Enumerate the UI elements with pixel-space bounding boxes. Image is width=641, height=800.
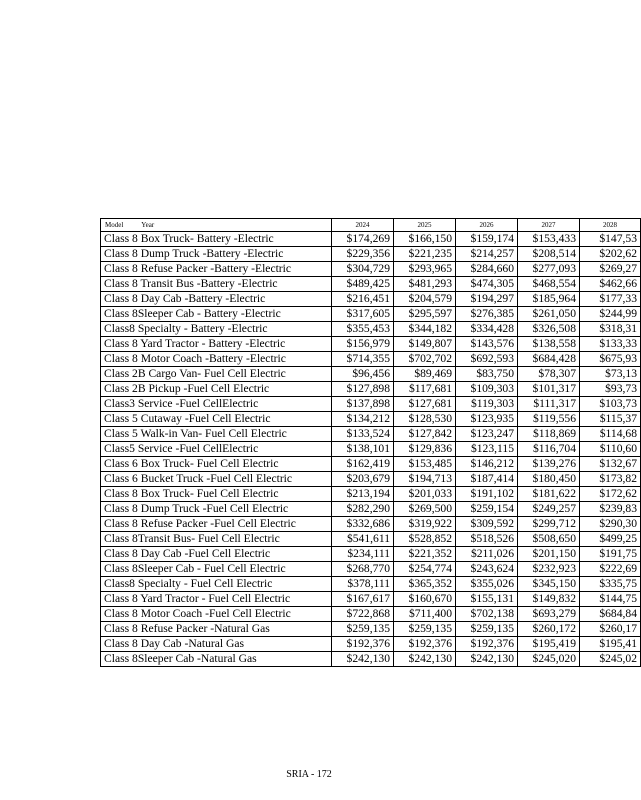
cost-cell: $216,451 bbox=[332, 292, 394, 307]
cost-cell: $499,25 bbox=[580, 532, 641, 547]
year-header: 2025 bbox=[394, 219, 456, 232]
cost-cell: $276,385 bbox=[456, 307, 518, 322]
cost-cell: $684,84 bbox=[580, 607, 641, 622]
vehicle-type-cell: Class 8 Day Cab -Natural Gas bbox=[101, 637, 332, 652]
cost-cell: $468,554 bbox=[518, 277, 580, 292]
cost-cell: $345,150 bbox=[518, 577, 580, 592]
cost-cell: $117,681 bbox=[394, 382, 456, 397]
cost-cell: $335,75 bbox=[580, 577, 641, 592]
cost-cell: $260,172 bbox=[518, 622, 580, 637]
vehicle-type-cell: Class 2B Pickup -Fuel Cell Electric bbox=[101, 382, 332, 397]
cost-cell: $304,729 bbox=[332, 262, 394, 277]
cost-cell: $128,530 bbox=[394, 412, 456, 427]
table-row bbox=[101, 577, 641, 592]
vehicle-type-cell: Class 8 Dump Truck -Fuel Cell Electric bbox=[101, 502, 332, 517]
table-row bbox=[101, 517, 641, 532]
cost-cell: $89,469 bbox=[394, 367, 456, 382]
cost-cell: $722,868 bbox=[332, 607, 394, 622]
table-row bbox=[101, 607, 641, 622]
cost-cell: $101,317 bbox=[518, 382, 580, 397]
cost-cell: $355,026 bbox=[456, 577, 518, 592]
cost-cell: $123,247 bbox=[456, 427, 518, 442]
vehicle-type-cell: Class 5 Walk-in Van- Fuel Cell Electric bbox=[101, 427, 332, 442]
cost-cell: $242,130 bbox=[456, 652, 518, 667]
cost-cell: $244,99 bbox=[580, 307, 641, 322]
cost-cell: $518,526 bbox=[456, 532, 518, 547]
table-body bbox=[101, 232, 641, 667]
cost-cell: $211,026 bbox=[456, 547, 518, 562]
model-label: Model bbox=[105, 221, 124, 229]
cost-cell: $711,400 bbox=[394, 607, 456, 622]
table-row bbox=[101, 262, 641, 277]
cost-cell: $319,922 bbox=[394, 517, 456, 532]
cost-cell: $133,524 bbox=[332, 427, 394, 442]
cost-cell: $293,965 bbox=[394, 262, 456, 277]
cost-cell: $378,111 bbox=[332, 577, 394, 592]
cost-cell: $259,135 bbox=[394, 622, 456, 637]
cost-cell: $259,154 bbox=[456, 502, 518, 517]
table-row bbox=[101, 547, 641, 562]
cost-cell: $214,257 bbox=[456, 247, 518, 262]
cost-cell: $692,593 bbox=[456, 352, 518, 367]
vehicle-type-cell: Class 8 Day Cab -Battery -Electric bbox=[101, 292, 332, 307]
table-row bbox=[101, 307, 641, 322]
cost-cell: $127,842 bbox=[394, 427, 456, 442]
cost-cell: $254,774 bbox=[394, 562, 456, 577]
cost-cell: $259,135 bbox=[332, 622, 394, 637]
cost-cell: $149,832 bbox=[518, 592, 580, 607]
vehicle-type-cell: Class 6 Bucket Truck -Fuel Cell Electric bbox=[101, 472, 332, 487]
cost-cell: $203,679 bbox=[332, 472, 394, 487]
cost-table-container bbox=[100, 218, 637, 667]
cost-cell: $134,212 bbox=[332, 412, 394, 427]
vehicle-type-cell: Class 8Sleeper Cab - Fuel Cell Electric bbox=[101, 562, 332, 577]
cost-cell: $318,31 bbox=[580, 322, 641, 337]
vehicle-type-cell: Class 8 Refuse Packer -Fuel Cell Electric bbox=[101, 517, 332, 532]
cost-cell: $93,73 bbox=[580, 382, 641, 397]
cost-cell: $96,456 bbox=[332, 367, 394, 382]
cost-cell: $269,27 bbox=[580, 262, 641, 277]
cost-cell: $528,852 bbox=[394, 532, 456, 547]
cost-cell: $201,033 bbox=[394, 487, 456, 502]
cost-cell: $192,376 bbox=[456, 637, 518, 652]
year-header: 2026 bbox=[456, 219, 518, 232]
cost-cell: $202,62 bbox=[580, 247, 641, 262]
vehicle-type-cell: Class8 Specialty - Battery -Electric bbox=[101, 322, 332, 337]
cost-cell: $334,428 bbox=[456, 322, 518, 337]
cost-cell: $245,02 bbox=[580, 652, 641, 667]
cost-cell: $194,297 bbox=[456, 292, 518, 307]
cost-cell: $111,317 bbox=[518, 397, 580, 412]
cost-cell: $153,433 bbox=[518, 232, 580, 247]
vehicle-type-cell: Class 8 Yard Tractor - Battery -Electric bbox=[101, 337, 332, 352]
cost-cell: $355,453 bbox=[332, 322, 394, 337]
cost-cell: $221,235 bbox=[394, 247, 456, 262]
cost-cell: $269,500 bbox=[394, 502, 456, 517]
cost-cell: $508,650 bbox=[518, 532, 580, 547]
year-header: 2028 bbox=[580, 219, 641, 232]
cost-cell: $166,150 bbox=[394, 232, 456, 247]
table-row bbox=[101, 367, 641, 382]
table-row bbox=[101, 412, 641, 427]
cost-cell: $684,428 bbox=[518, 352, 580, 367]
cost-cell: $159,174 bbox=[456, 232, 518, 247]
table-row bbox=[101, 337, 641, 352]
cost-cell: $284,660 bbox=[456, 262, 518, 277]
cost-cell: $187,414 bbox=[456, 472, 518, 487]
table-row bbox=[101, 277, 641, 292]
cost-cell: $153,485 bbox=[394, 457, 456, 472]
vehicle-type-cell: Class 2B Cargo Van- Fuel Cell Electric bbox=[101, 367, 332, 382]
cost-cell: $290,30 bbox=[580, 517, 641, 532]
vehicle-type-cell: Class 8 Transit Bus -Battery -Electric bbox=[101, 277, 332, 292]
cost-cell: $137,898 bbox=[332, 397, 394, 412]
vehicle-type-cell: Class 5 Cutaway -Fuel Cell Electric bbox=[101, 412, 332, 427]
cost-cell: $282,290 bbox=[332, 502, 394, 517]
cost-cell: $181,622 bbox=[518, 487, 580, 502]
cost-cell: $123,935 bbox=[456, 412, 518, 427]
cost-cell: $155,131 bbox=[456, 592, 518, 607]
cost-cell: $259,135 bbox=[456, 622, 518, 637]
cost-cell: $147,53 bbox=[580, 232, 641, 247]
cost-cell: $481,293 bbox=[394, 277, 456, 292]
vehicle-type-cell: Class8 Specialty - Fuel Cell Electric bbox=[101, 577, 332, 592]
table-row bbox=[101, 637, 641, 652]
cost-cell: $332,686 bbox=[332, 517, 394, 532]
cost-cell: $268,770 bbox=[332, 562, 394, 577]
cost-cell: $160,670 bbox=[394, 592, 456, 607]
cost-cell: $173,82 bbox=[580, 472, 641, 487]
vehicle-type-cell: Class 8 Dump Truck -Battery -Electric bbox=[101, 247, 332, 262]
cost-cell: $260,17 bbox=[580, 622, 641, 637]
cost-cell: $146,212 bbox=[456, 457, 518, 472]
table-row bbox=[101, 352, 641, 367]
cost-cell: $185,964 bbox=[518, 292, 580, 307]
cost-cell: $221,352 bbox=[394, 547, 456, 562]
table-row bbox=[101, 232, 641, 247]
cost-cell: $208,514 bbox=[518, 247, 580, 262]
year-header: 2027 bbox=[518, 219, 580, 232]
table-row bbox=[101, 532, 641, 547]
cost-cell: $462,66 bbox=[580, 277, 641, 292]
cost-cell: $204,579 bbox=[394, 292, 456, 307]
vehicle-type-cell: Class 8 Box Truck- Battery -Electric bbox=[101, 232, 332, 247]
cost-cell: $139,276 bbox=[518, 457, 580, 472]
cost-cell: $174,269 bbox=[332, 232, 394, 247]
cost-cell: $309,592 bbox=[456, 517, 518, 532]
cost-cell: $156,979 bbox=[332, 337, 394, 352]
cost-cell: $675,93 bbox=[580, 352, 641, 367]
cost-cell: $489,425 bbox=[332, 277, 394, 292]
cost-cell: $474,305 bbox=[456, 277, 518, 292]
cost-cell: $234,111 bbox=[332, 547, 394, 562]
cost-cell: $172,62 bbox=[580, 487, 641, 502]
cost-cell: $144,75 bbox=[580, 592, 641, 607]
cost-cell: $143,576 bbox=[456, 337, 518, 352]
cost-cell: $119,303 bbox=[456, 397, 518, 412]
table-row bbox=[101, 457, 641, 472]
vehicle-type-cell: Class5 Service -Fuel CellElectric bbox=[101, 442, 332, 457]
cost-cell: $242,130 bbox=[332, 652, 394, 667]
cost-cell: $180,450 bbox=[518, 472, 580, 487]
vehicle-type-cell: Class 8 Refuse Packer -Battery -Electric bbox=[101, 262, 332, 277]
cost-cell: $162,419 bbox=[332, 457, 394, 472]
cost-cell: $365,352 bbox=[394, 577, 456, 592]
cost-cell: $115,37 bbox=[580, 412, 641, 427]
cost-cell: $344,182 bbox=[394, 322, 456, 337]
year-header: 2024 bbox=[332, 219, 394, 232]
cost-cell: $73,13 bbox=[580, 367, 641, 382]
cost-cell: $127,681 bbox=[394, 397, 456, 412]
cost-cell: $277,093 bbox=[518, 262, 580, 277]
cost-cell: $138,558 bbox=[518, 337, 580, 352]
cost-cell: $138,101 bbox=[332, 442, 394, 457]
cost-cell: $702,138 bbox=[456, 607, 518, 622]
cost-cell: $118,869 bbox=[518, 427, 580, 442]
vehicle-type-cell: Class 8Sleeper Cab - Battery -Electric bbox=[101, 307, 332, 322]
vehicle-type-cell: Class 8 Box Truck- Fuel Cell Electric bbox=[101, 487, 332, 502]
cost-cell: $109,303 bbox=[456, 382, 518, 397]
table-row bbox=[101, 502, 641, 517]
vehicle-type-cell: Class 8Transit Bus- Fuel Cell Electric bbox=[101, 532, 332, 547]
model-year-header bbox=[101, 219, 332, 232]
cost-cell: $245,020 bbox=[518, 652, 580, 667]
cost-cell: $326,508 bbox=[518, 322, 580, 337]
vehicle-type-cell: Class 8 Motor Coach -Battery -Electric bbox=[101, 352, 332, 367]
cost-cell: $222,69 bbox=[580, 562, 641, 577]
cost-cell: $127,898 bbox=[332, 382, 394, 397]
cost-cell: $201,150 bbox=[518, 547, 580, 562]
cost-cell: $132,67 bbox=[580, 457, 641, 472]
cost-cell: $192,376 bbox=[394, 637, 456, 652]
table-row bbox=[101, 442, 641, 457]
cost-cell: $191,102 bbox=[456, 487, 518, 502]
cost-cell: $83,750 bbox=[456, 367, 518, 382]
table-row bbox=[101, 322, 641, 337]
cost-cell: $78,307 bbox=[518, 367, 580, 382]
table-row bbox=[101, 487, 641, 502]
table-row bbox=[101, 562, 641, 577]
cost-cell: $110,60 bbox=[580, 442, 641, 457]
cost-cell: $295,597 bbox=[394, 307, 456, 322]
cost-cell: $249,257 bbox=[518, 502, 580, 517]
cost-cell: $149,807 bbox=[394, 337, 456, 352]
vehicle-type-cell: Class3 Service -Fuel CellElectric bbox=[101, 397, 332, 412]
cost-cell: $242,130 bbox=[394, 652, 456, 667]
table-row bbox=[101, 622, 641, 637]
vehicle-type-cell: Class 6 Box Truck- Fuel Cell Electric bbox=[101, 457, 332, 472]
page-number: SRIA - 172 bbox=[286, 769, 332, 780]
table-row bbox=[101, 247, 641, 262]
cost-cell: $261,050 bbox=[518, 307, 580, 322]
cost-cell: $103,73 bbox=[580, 397, 641, 412]
table-row bbox=[101, 382, 641, 397]
year-label: Year bbox=[141, 221, 155, 229]
table-row bbox=[101, 472, 641, 487]
cost-cell: $123,115 bbox=[456, 442, 518, 457]
table-row bbox=[101, 397, 641, 412]
cost-cell: $317,605 bbox=[332, 307, 394, 322]
cost-cell: $714,355 bbox=[332, 352, 394, 367]
cost-cell: $177,33 bbox=[580, 292, 641, 307]
vehicle-type-cell: Class 8 Day Cab -Fuel Cell Electric bbox=[101, 547, 332, 562]
table-row bbox=[101, 427, 641, 442]
table-row bbox=[101, 652, 641, 667]
cost-cell: $299,712 bbox=[518, 517, 580, 532]
vehicle-type-cell: Class 8 Refuse Packer -Natural Gas bbox=[101, 622, 332, 637]
cost-cell: $702,702 bbox=[394, 352, 456, 367]
cost-cell: $129,836 bbox=[394, 442, 456, 457]
cost-cell: $229,356 bbox=[332, 247, 394, 262]
vehicle-type-cell: Class 8Sleeper Cab -Natural Gas bbox=[101, 652, 332, 667]
cost-cell: $167,617 bbox=[332, 592, 394, 607]
vehicle-type-cell: Class 8 Yard Tractor - Fuel Cell Electric bbox=[101, 592, 332, 607]
table-header-row bbox=[101, 219, 641, 232]
cost-cell: $119,556 bbox=[518, 412, 580, 427]
cost-cell: $114,68 bbox=[580, 427, 641, 442]
cost-cell: $213,194 bbox=[332, 487, 394, 502]
cost-cell: $194,713 bbox=[394, 472, 456, 487]
cost-cell: $239,83 bbox=[580, 502, 641, 517]
table-row bbox=[101, 292, 641, 307]
table-row bbox=[101, 592, 641, 607]
cost-cell: $191,75 bbox=[580, 547, 641, 562]
cost-cell: $195,419 bbox=[518, 637, 580, 652]
cost-cell: $693,279 bbox=[518, 607, 580, 622]
cost-cell: $232,923 bbox=[518, 562, 580, 577]
vehicle-cost-table bbox=[100, 218, 641, 667]
cost-cell: $243,624 bbox=[456, 562, 518, 577]
cost-cell: $541,611 bbox=[332, 532, 394, 547]
vehicle-type-cell: Class 8 Motor Coach -Fuel Cell Electric bbox=[101, 607, 332, 622]
cost-cell: $195,41 bbox=[580, 637, 641, 652]
cost-cell: $133,33 bbox=[580, 337, 641, 352]
cost-cell: $116,704 bbox=[518, 442, 580, 457]
cost-cell: $192,376 bbox=[332, 637, 394, 652]
